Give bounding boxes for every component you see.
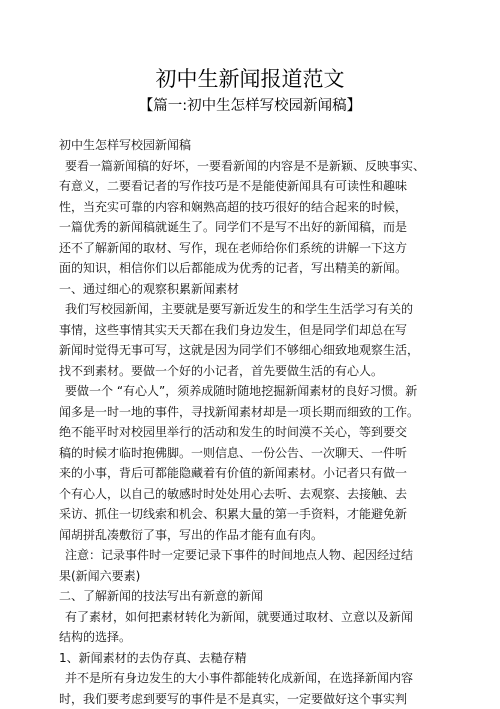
- subsection-heading: 1、新闻素材的去伪存真、去糙存精: [59, 648, 399, 669]
- section-heading: 二、了解新闻的技法写出有新意的新闻: [59, 586, 399, 607]
- document-body: [59, 135, 399, 709]
- body-line: 个有心人，以自己的敏感时时处处用心去听、去观察、去接触、去: [59, 484, 399, 505]
- body-line: 有意义，二要看记者的写作技巧是不是能使新闻具有可读性和趣味: [59, 176, 399, 197]
- body-line: 时，我们要考虑到要写的事件是不是真实，一定要做好这个事实判: [59, 689, 399, 709]
- body-line: 初中生怎样写校园新闻稿: [59, 135, 399, 156]
- body-line: 稿的时候才临时抱佛脚。一则信息、一份公告、一次聊天、一件听: [59, 443, 399, 464]
- section-heading: 一、通过细心的观察积累新闻素材: [59, 279, 399, 300]
- document-title: 初中生新闻报道范文: [0, 64, 500, 94]
- body-line: 闻胡拼乱凑敷衍了事，写出的作品才能有血有肉。: [59, 525, 399, 546]
- note-line: 果(新闻六要素): [59, 566, 399, 587]
- body-line: 绝不能平时对校园里举行的活动和发生的时间漠不关心，等到要交: [59, 422, 399, 443]
- body-line: 新闻时觉得无事可写，这就是因为同学们不够细心细致地观察生活，: [59, 340, 399, 361]
- body-line: 一篇优秀的新闻稿就诞生了。同学们不是写不出好的新闻稿，而是: [59, 217, 399, 238]
- body-line: 有了素材，如何把素材转化为新闻，就要通过取材、立意以及新闻: [59, 607, 399, 628]
- body-line: 我们写校园新闻，主要就是要写新近发生的和学生生活学习有关的: [59, 299, 399, 320]
- body-line: 要看一篇新闻稿的好坏，一要看新闻的内容是不是新颖、反映事实、: [59, 156, 399, 177]
- note-line: 注意：记录事件时一定要记录下事件的时间地点人物、起因经过结: [59, 545, 399, 566]
- document-subtitle: 【篇一:初中生怎样写校园新闻稿】: [0, 95, 500, 117]
- body-line: 结构的选择。: [59, 627, 399, 648]
- body-line: 采访、抓住一切线索和机会、积累大量的第一手资料，才能避免新: [59, 504, 399, 525]
- body-line: 事情，这些事情其实天天都在我们身边发生，但是同学们却总在写: [59, 320, 399, 341]
- body-line: 并不是所有身边发生的大小事件都能转化成新闻，在选择新闻内容: [59, 668, 399, 689]
- body-line: 面的知识，相信你们以后都能成为优秀的记者，写出精美的新闻。: [59, 258, 399, 279]
- body-line: 闻多是一时一地的事件，寻找新闻素材却是一项长期而细致的工作。: [59, 402, 399, 423]
- body-line: 还不了解新闻的取材、写作，现在老师给你们系统的讲解一下这方: [59, 238, 399, 259]
- body-line: 要做一个 “有心人”，须养成随时随地挖掘新闻素材的良好习惯。新: [59, 381, 399, 402]
- body-line: 找不到素材。要做一个好的小记者，首先要做生活的有心人。: [59, 361, 399, 382]
- body-line: 来的小事，背后可都能隐藏着有价值的新闻素材。小记者只有做一: [59, 463, 399, 484]
- body-line: 性，当充实可靠的内容和娴熟高超的技巧很好的结合起来的时候，: [59, 197, 399, 218]
